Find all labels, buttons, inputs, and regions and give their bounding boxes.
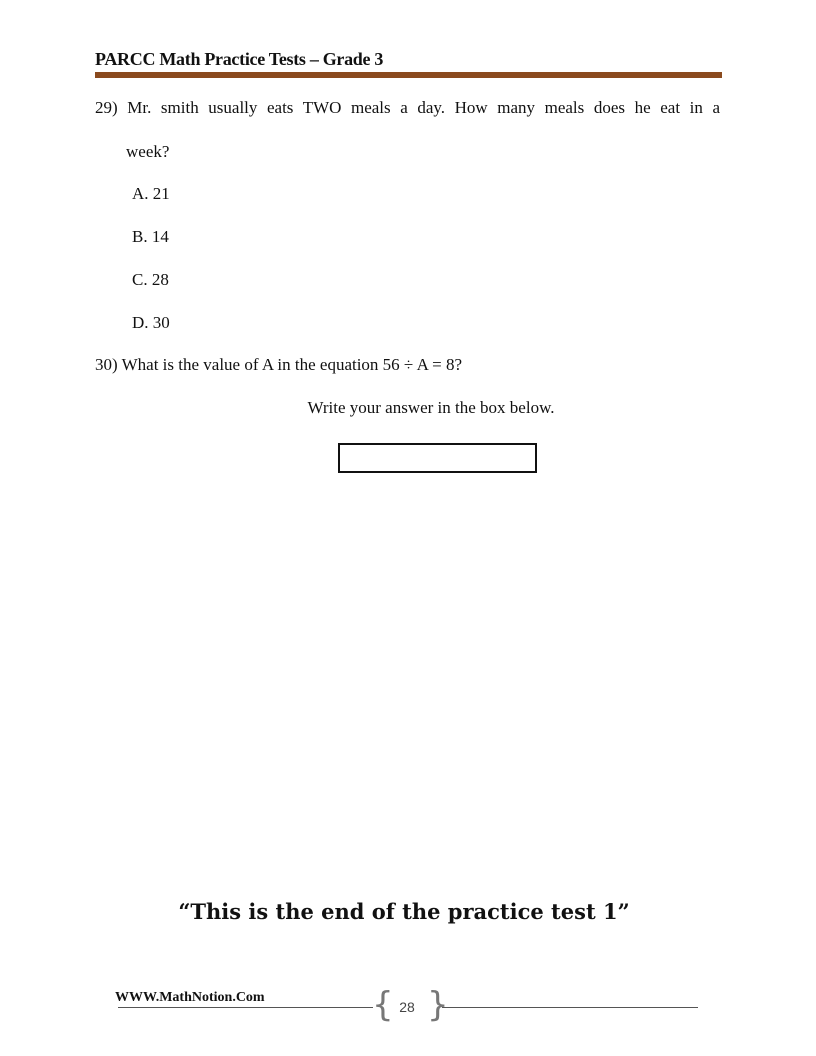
footer-website: WWW.MathNotion.Com [115,990,265,1005]
option-b[interactable]: B. 14 [132,227,169,246]
option-c[interactable]: C. 28 [132,270,169,289]
end-of-test-note: “This is the end of the practice test 1” [178,899,630,924]
right-brace-icon: } [427,985,449,1025]
page-number: 28 [399,999,415,1015]
option-a[interactable]: A. 21 [132,184,170,203]
answer-box[interactable] [338,443,537,473]
question-30-text: 30) What is the value of A in the equation 56 ÷ A = 8? [95,355,463,374]
page-header-title: PARCC Math Practice Tests – Grade 3 [95,49,384,69]
header-divider [95,72,722,78]
question-29-text: 29) Mr. smith usually eats TWO meals a day. How many meals does he eat in a [95,98,720,117]
left-brace-icon: { [372,985,394,1025]
question-29-text-continued: week? [126,142,170,161]
footer-divider-left [118,1007,373,1008]
footer-divider-right [442,1007,698,1008]
answer-instruction: Write your answer in the box below. [307,398,555,417]
option-d[interactable]: D. 30 [132,313,170,332]
